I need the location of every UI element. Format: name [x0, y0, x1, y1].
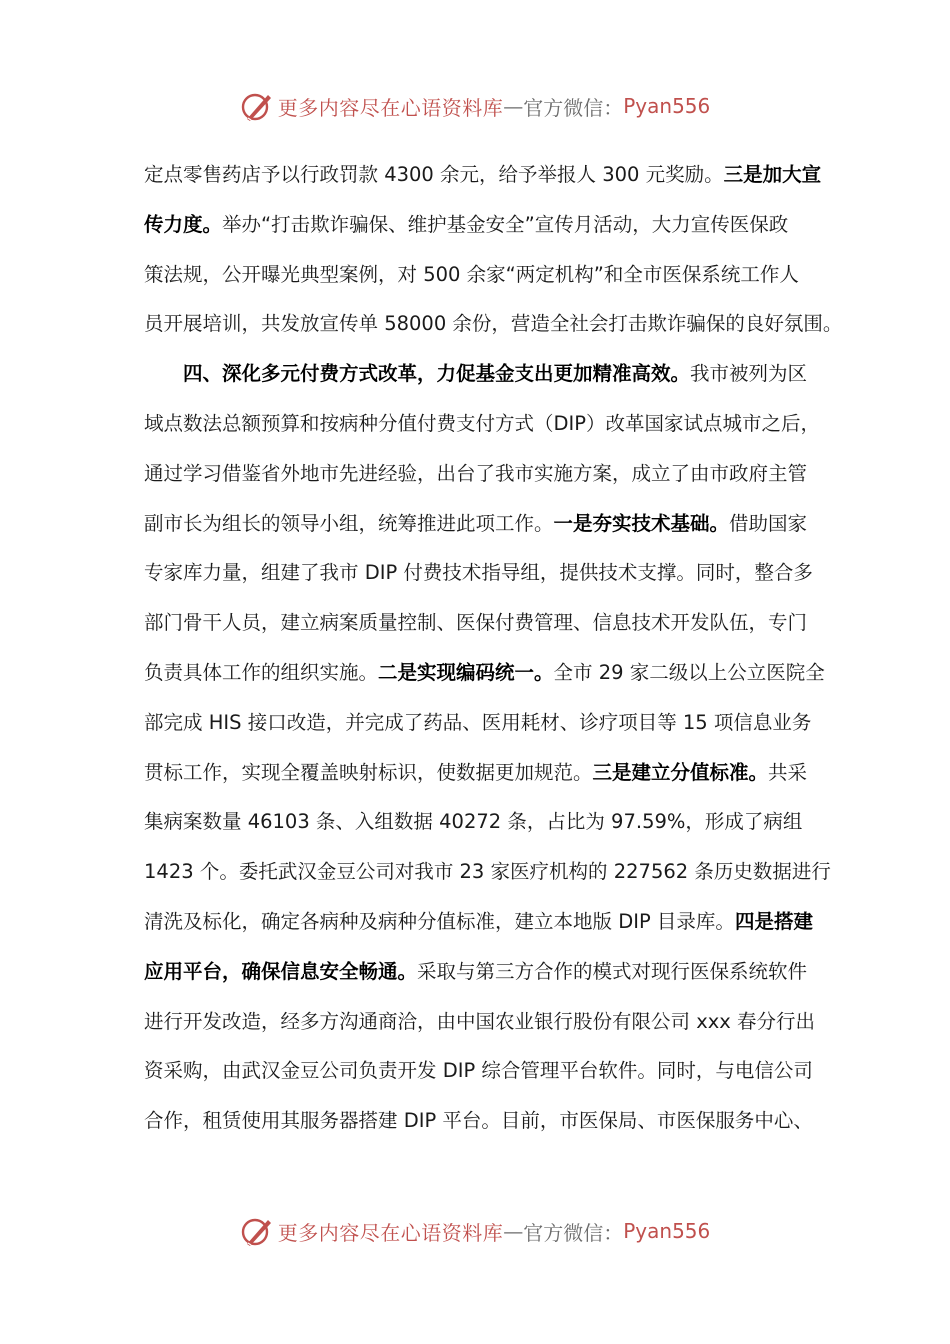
text-line	[144, 399, 821, 449]
text-line	[144, 947, 808, 997]
text-line	[144, 449, 808, 499]
text-segment: 我市被列为区	[690, 362, 808, 386]
banner-wechat-label: 官方微信：	[523, 95, 624, 120]
banner-wechat-id: Pyan556	[623, 94, 711, 118]
text-segment: 采取与第三方合作的模式对现行医保系统软件	[417, 959, 808, 983]
banner-wechat-label: 官方微信：	[523, 1220, 624, 1245]
banner-wechat-id: Pyan556	[623, 1219, 711, 1243]
banner-text: 更多内容尽在心语资料库	[277, 1220, 504, 1245]
text-segment: 借助国家	[729, 511, 808, 535]
bold-text-segment: 四是搭建	[734, 909, 813, 933]
text-line	[144, 648, 825, 698]
text-segment: 员开展培训，共发放宣传单 58000 余份，营造全社会打击欺诈骗保的良好氛围。	[144, 312, 843, 336]
text-line	[144, 897, 813, 947]
text-line	[144, 748, 808, 798]
pen-logo-icon	[240, 1214, 274, 1248]
text-segment: 部完成 HIS 接口改造，并完成了药品、医用耗材、诊疗项目等 15 项信息业务	[144, 710, 812, 734]
text-line	[144, 150, 822, 200]
text-line	[144, 847, 831, 897]
document-body	[144, 150, 843, 1146]
text-line	[144, 1096, 813, 1146]
text-segment: 策法规，公开曝光典型案例，对 500 余家“两定机构”和全市医保系统工作人	[144, 262, 799, 286]
bold-text-segment: 三是加大宣	[723, 163, 822, 186]
text-line	[144, 698, 812, 748]
bold-text-segment: 四、深化多元付费方式改革，力促基金支出更加精准高效。	[183, 362, 691, 386]
text-line	[144, 1046, 813, 1096]
text-segment: 共采	[768, 760, 808, 784]
text-segment: 专家库力量，组建了我市 DIP 付费技术指导组，提供技术支撑。同时，整合多	[144, 561, 813, 585]
bold-text-segment: 应用平台，确保信息安全畅通。	[144, 959, 418, 983]
text-segment: 定点零售药店予以行政罚款 4300 余元，给予举报人 300 元奖励。	[144, 163, 724, 186]
text-line	[144, 349, 808, 399]
text-line	[144, 997, 816, 1047]
bold-text-segment: 传力度。	[144, 212, 223, 236]
text-segment: 1423 个。委托武汉金豆公司对我市 23 家医疗机构的 227562 条历史数据进行	[144, 860, 831, 884]
text-line	[144, 548, 813, 598]
text-segment: 全市 29 家二级以上公立医院全	[553, 660, 825, 684]
text-segment: 集病案数量 46103 条、入组数据 40272 条，占比为 97.59%，形成了病组	[144, 810, 803, 834]
text-line	[144, 200, 804, 250]
text-line	[144, 299, 843, 349]
banner-text: 更多内容尽在心语资料库	[277, 95, 504, 120]
text-segment: 贯标工作，实现全覆盖映射标识，使数据更加规范。	[144, 760, 593, 784]
banner-separator: —	[503, 1219, 524, 1243]
text-line	[144, 499, 808, 549]
text-segment: 通过学习借鉴省外地市先进经验，出台了我市实施方案，成立了由市政府主管	[144, 461, 808, 485]
text-line	[144, 797, 804, 847]
bold-text-segment: 三是建立分值标准。	[592, 760, 769, 784]
text-segment: 资采购，由武汉金豆公司负责开发 DIP 综合管理平台软件。同时，与电信公司	[144, 1059, 813, 1083]
text-segment: 域点数法总额预算和按病种分值付费支付方式（DIP）改革国家试点城市之后，	[144, 411, 821, 435]
bold-text-segment: 一是夯实技术基础。	[553, 511, 730, 535]
text-segment: 合作，租赁使用其服务器搭建 DIP 平台。目前，市医保局、市医保服务中心、	[144, 1109, 813, 1133]
banner-separator: —	[503, 94, 524, 118]
text-segment: 部门骨干人员，建立病案质量控制、医保付费管理、信息技术开发队伍，专门	[144, 611, 808, 635]
text-line	[144, 598, 808, 648]
pen-logo-icon	[240, 89, 274, 123]
bold-text-segment: 二是实现编码统一。	[378, 660, 554, 684]
header-banner	[0, 86, 950, 126]
text-segment: 举办“打击欺诈骗保、维护基金安全”宣传月活动，大力宣传医保政	[222, 212, 789, 236]
text-segment: 进行开发改造，经多方沟通商洽，由中国农业银行股份有限公司 xxx 春分行出	[144, 1009, 816, 1033]
text-line	[144, 250, 804, 300]
footer-banner	[0, 1211, 950, 1251]
text-segment: 清洗及标化，确定各病种及病种分值标准，建立本地版 DIP 目录库。	[144, 909, 735, 933]
text-segment: 负责具体工作的组织实施。	[144, 660, 379, 684]
text-segment: 副市长为组长的领导小组，统筹推进此项工作。	[144, 511, 554, 535]
